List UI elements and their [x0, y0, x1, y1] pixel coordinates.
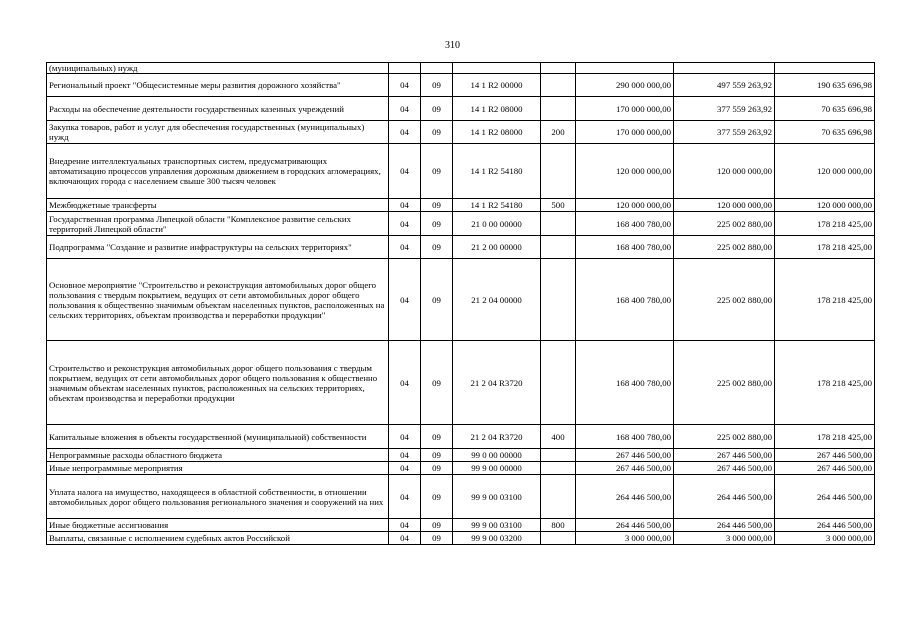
row-expense-type: 500: [541, 199, 576, 212]
row-amount-year1: 264 446 500,00: [576, 519, 674, 532]
row-amount-year2: 225 002 880,00: [674, 212, 775, 236]
row-amount-year2: 377 559 263,92: [674, 121, 775, 144]
table-row: [47, 199, 875, 212]
row-ministry-code: 04: [389, 532, 421, 545]
row-name: Государственная программа Липецкой области "Комплексное развитие сельских территорий Липецкой области": [47, 212, 389, 236]
table-row: [47, 97, 875, 121]
row-amount-year1: 120 000 000,00: [576, 144, 674, 199]
table-row: [47, 462, 875, 475]
row-section-code: 09: [421, 425, 453, 449]
row-section-code: 09: [421, 199, 453, 212]
row-name: Межбюджетные трансферты: [47, 199, 389, 212]
row-amount-year2: 497 559 263,92: [674, 74, 775, 97]
row-amount-year1: 267 446 500,00: [576, 462, 674, 475]
row-name: Основное мероприятие "Строительство и реконструкция автомобильных дорог общего пользования с твердым покрытием, ведущих от сети автомобильных дорог общего пользования к общественно значимым объектам населенных пунктов, расположенных на сельских территориях, объектам производства и переработки продукции": [47, 259, 389, 341]
row-ministry-code: [389, 63, 421, 74]
table-row: [47, 341, 875, 425]
row-ministry-code: 04: [389, 425, 421, 449]
row-section-code: 09: [421, 212, 453, 236]
row-amount-year3: 178 218 425,00: [775, 425, 875, 449]
table-row: [47, 63, 875, 74]
row-amount-year3: 178 218 425,00: [775, 212, 875, 236]
row-ministry-code: 04: [389, 199, 421, 212]
row-ministry-code: 04: [389, 144, 421, 199]
row-expense-type: [541, 74, 576, 97]
row-amount-year2: 264 446 500,00: [674, 519, 775, 532]
row-section-code: 09: [421, 341, 453, 425]
row-target-code: 99 9 00 03200: [453, 532, 541, 545]
budget-table-body: [47, 63, 875, 545]
row-amount-year3: 264 446 500,00: [775, 475, 875, 519]
row-target-code: 21 2 04 R3720: [453, 341, 541, 425]
row-amount-year2: 225 002 880,00: [674, 425, 775, 449]
row-amount-year3: 178 218 425,00: [775, 259, 875, 341]
row-name: Строительство и реконструкция автомобильных дорог общего пользования с твердым покрытием, ведущих от сети автомобильных дорог общего пользования к общественно значимым объектам населенных пунктов, расположенных на сельских территориях, объектам производства и переработки продукции: [47, 341, 389, 425]
page-number: 310: [445, 40, 460, 51]
row-amount-year2: 267 446 500,00: [674, 449, 775, 462]
row-amount-year2: 267 446 500,00: [674, 462, 775, 475]
row-name: Региональный проект "Общесистемные меры развития дорожного хозяйства": [47, 74, 389, 97]
row-amount-year1: 170 000 000,00: [576, 97, 674, 121]
table-row: [47, 74, 875, 97]
row-section-code: 09: [421, 236, 453, 259]
row-expense-type: [541, 449, 576, 462]
row-amount-year2: 225 002 880,00: [674, 341, 775, 425]
row-amount-year3: 120 000 000,00: [775, 199, 875, 212]
row-amount-year3: 178 218 425,00: [775, 236, 875, 259]
row-amount-year1: [576, 63, 674, 74]
table-row: [47, 519, 875, 532]
row-target-code: 21 2 04 00000: [453, 259, 541, 341]
row-amount-year1: 168 400 780,00: [576, 236, 674, 259]
row-section-code: 09: [421, 121, 453, 144]
table-row: [47, 475, 875, 519]
row-name: (муниципальных) нужд: [47, 63, 389, 74]
row-section-code: 09: [421, 462, 453, 475]
table-row: [47, 532, 875, 545]
row-ministry-code: 04: [389, 519, 421, 532]
row-amount-year2: 377 559 263,92: [674, 97, 775, 121]
row-amount-year3: 267 446 500,00: [775, 449, 875, 462]
row-ministry-code: 04: [389, 97, 421, 121]
row-ministry-code: 04: [389, 121, 421, 144]
row-section-code: 09: [421, 519, 453, 532]
row-amount-year1: 290 000 000,00: [576, 74, 674, 97]
row-expense-type: [541, 144, 576, 199]
row-amount-year1: 168 400 780,00: [576, 259, 674, 341]
row-expense-type: 200: [541, 121, 576, 144]
row-amount-year2: 120 000 000,00: [674, 144, 775, 199]
row-amount-year2: 120 000 000,00: [674, 199, 775, 212]
row-expense-type: 800: [541, 519, 576, 532]
row-ministry-code: 04: [389, 462, 421, 475]
row-name: Капитальные вложения в объекты государственной (муниципальной) собственности: [47, 425, 389, 449]
row-expense-type: [541, 462, 576, 475]
row-ministry-code: 04: [389, 449, 421, 462]
row-section-code: 09: [421, 144, 453, 199]
row-amount-year1: 168 400 780,00: [576, 212, 674, 236]
row-amount-year1: 120 000 000,00: [576, 199, 674, 212]
row-amount-year2: 225 002 880,00: [674, 259, 775, 341]
row-amount-year2: 3 000 000,00: [674, 532, 775, 545]
row-name: Закупка товаров, работ и услуг для обеспечения государственных (муниципальных) нужд: [47, 121, 389, 144]
table-row: [47, 425, 875, 449]
row-amount-year1: 3 000 000,00: [576, 532, 674, 545]
row-ministry-code: 04: [389, 212, 421, 236]
row-amount-year3: 264 446 500,00: [775, 519, 875, 532]
budget-table: [46, 62, 875, 545]
row-target-code: 21 2 04 R3720: [453, 425, 541, 449]
row-amount-year1: 168 400 780,00: [576, 425, 674, 449]
row-expense-type: [541, 63, 576, 74]
row-section-code: 09: [421, 97, 453, 121]
row-expense-type: [541, 97, 576, 121]
row-ministry-code: 04: [389, 74, 421, 97]
table-row: [47, 259, 875, 341]
table-row: [47, 449, 875, 462]
row-section-code: 09: [421, 259, 453, 341]
row-section-code: 09: [421, 475, 453, 519]
row-amount-year3: 190 635 696,98: [775, 74, 875, 97]
row-amount-year1: 267 446 500,00: [576, 449, 674, 462]
row-expense-type: [541, 532, 576, 545]
row-amount-year1: 170 000 000,00: [576, 121, 674, 144]
row-section-code: [421, 63, 453, 74]
row-target-code: 21 0 00 00000: [453, 212, 541, 236]
row-name: Иные непрограммные мероприятия: [47, 462, 389, 475]
row-expense-type: [541, 475, 576, 519]
row-name: Расходы на обеспечение деятельности государственных казенных учреждений: [47, 97, 389, 121]
row-expense-type: 400: [541, 425, 576, 449]
row-target-code: 14 1 R2 00000: [453, 74, 541, 97]
row-target-code: 14 1 R2 08000: [453, 121, 541, 144]
row-name: Иные бюджетные ассигнования: [47, 519, 389, 532]
row-target-code: 14 1 R2 08000: [453, 97, 541, 121]
row-target-code: [453, 63, 541, 74]
row-ministry-code: 04: [389, 475, 421, 519]
row-ministry-code: 04: [389, 236, 421, 259]
table-row: [47, 236, 875, 259]
row-section-code: 09: [421, 532, 453, 545]
row-name: Выплаты, связанные с исполнением судебных актов Российской: [47, 532, 389, 545]
row-target-code: 99 9 00 00000: [453, 462, 541, 475]
row-amount-year3: 120 000 000,00: [775, 144, 875, 199]
row-ministry-code: 04: [389, 259, 421, 341]
row-amount-year1: 264 446 500,00: [576, 475, 674, 519]
row-target-code: 99 9 00 03100: [453, 519, 541, 532]
row-amount-year3: 178 218 425,00: [775, 341, 875, 425]
row-amount-year3: 267 446 500,00: [775, 462, 875, 475]
row-section-code: 09: [421, 449, 453, 462]
row-expense-type: [541, 212, 576, 236]
row-section-code: 09: [421, 74, 453, 97]
table-row: [47, 144, 875, 199]
row-target-code: 14 1 R2 54180: [453, 144, 541, 199]
row-amount-year1: 168 400 780,00: [576, 341, 674, 425]
row-amount-year2: 225 002 880,00: [674, 236, 775, 259]
row-target-code: 21 2 00 00000: [453, 236, 541, 259]
row-amount-year2: 264 446 500,00: [674, 475, 775, 519]
row-target-code: 99 9 00 03100: [453, 475, 541, 519]
row-ministry-code: 04: [389, 341, 421, 425]
row-amount-year3: 70 635 696,98: [775, 97, 875, 121]
row-name: Непрограммные расходы областного бюджета: [47, 449, 389, 462]
row-amount-year3: [775, 63, 875, 74]
row-amount-year2: [674, 63, 775, 74]
row-expense-type: [541, 259, 576, 341]
row-name: Уплата налога на имущество, находящееся в областной собственности, в отношении автомобильных дорог общего пользования регионального значения и сооружений на них: [47, 475, 389, 519]
row-amount-year3: 70 635 696,98: [775, 121, 875, 144]
table-row: [47, 212, 875, 236]
row-name: Внедрение интеллектуальных транспортных систем, предусматривающих автоматизацию процессов управления дорожным движением в городских агломерациях, включающих города с населением свыше 300 тысяч человек: [47, 144, 389, 199]
row-target-code: 14 1 R2 54180: [453, 199, 541, 212]
row-name: Подпрограмма "Создание и развитие инфраструктуры на сельских территориях": [47, 236, 389, 259]
row-expense-type: [541, 236, 576, 259]
table-row: [47, 121, 875, 144]
row-target-code: 99 0 00 00000: [453, 449, 541, 462]
row-amount-year3: 3 000 000,00: [775, 532, 875, 545]
row-expense-type: [541, 341, 576, 425]
